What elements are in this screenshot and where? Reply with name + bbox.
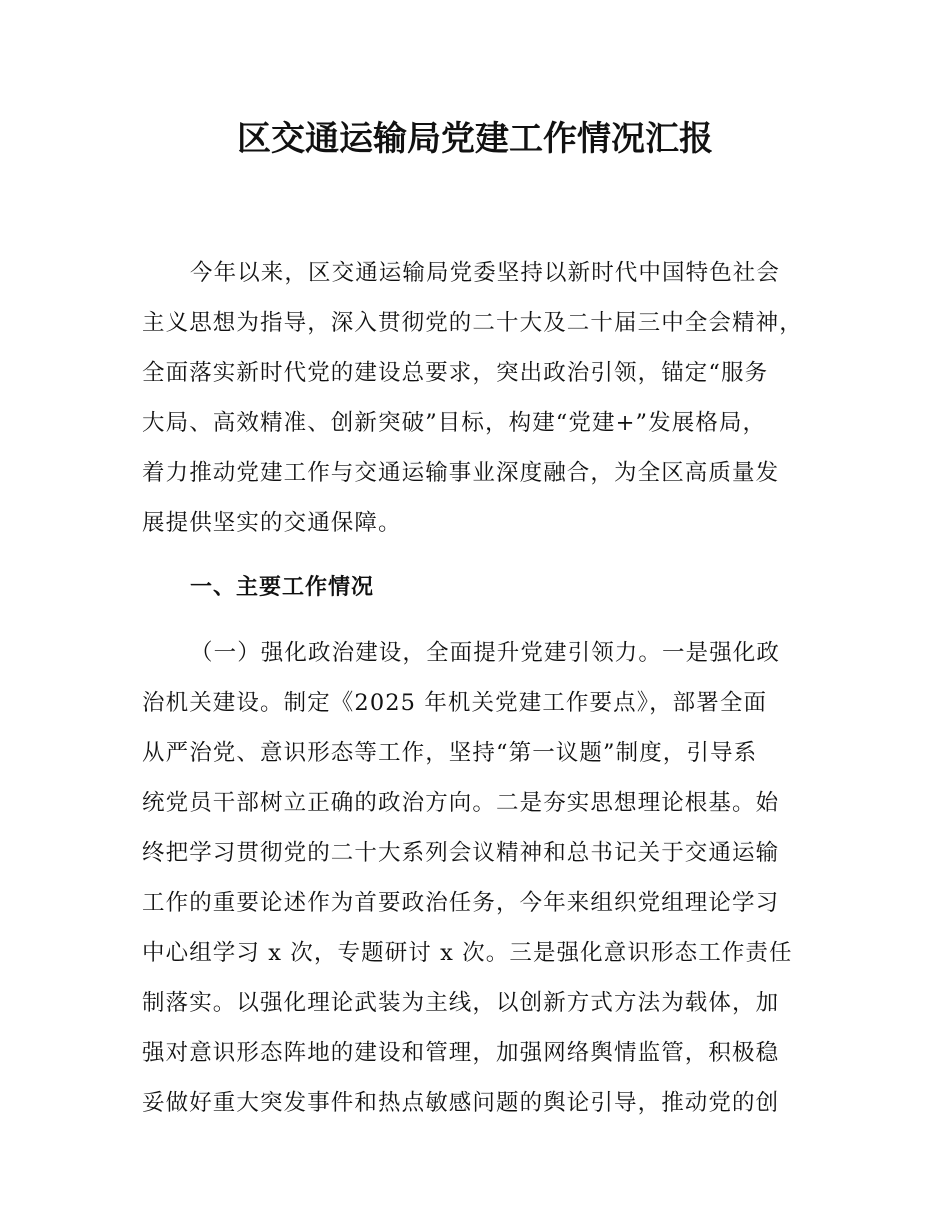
paragraph-line: 治机关建设。制定《2025 年机关党建工作要点》，部署全面 — [142, 690, 768, 716]
paragraph-line: 强对意识形态阵地的建设和管理，加强网络舆情监管，积极稳 — [142, 1040, 780, 1066]
paragraph-line: （一）强化政治建设，全面提升党建引领力。一是强化政 — [190, 640, 781, 666]
paragraph-line: 全面落实新时代党的建设总要求，突出政治引领，锚定“服务 — [142, 360, 769, 386]
paragraph-line: 终把学习贯彻党的二十大系列会议精神和总书记关于交通运输 — [142, 840, 780, 866]
paragraph-line: 中心组学习 x 次，专题研讨 x 次。三是强化意识形态工作责任 — [142, 940, 793, 966]
paragraph-line: 着力推动党建工作与交通运输事业深度融合，为全区高质量发 — [142, 460, 780, 486]
paragraph-line: 大局、高效精准、创新突破”目标，构建“党建+”发展格局， — [142, 410, 767, 436]
paragraph-line: 今年以来，区交通运输局党委坚持以新时代中国特色社会 — [190, 260, 781, 286]
paragraph-line: 展提供坚实的交通保障。 — [142, 510, 402, 536]
section-heading: 一、主要工作情况 — [190, 575, 375, 600]
paragraph-line: 主义思想为指导，深入贯彻党的二十大及二十届三中全会精神， — [142, 310, 803, 336]
paragraph-line: 制落实。以强化理论武装为主线，以创新方式方法为载体，加 — [142, 990, 780, 1016]
paragraph-line: 妥做好重大突发事件和热点敏感问题的舆论引导，推动党的创 — [142, 1090, 780, 1116]
document-title: 区交通运输局党建工作情况汇报 — [237, 119, 713, 159]
intro-paragraph — [142, 248, 822, 548]
paragraph-line: 工作的重要论述作为首要政治任务，今年来组织党组理论学习 — [142, 890, 780, 916]
paragraph-line: 统党员干部树立正确的政治方向。二是夯实思想理论根基。始 — [142, 790, 780, 816]
section-paragraph — [142, 628, 822, 1128]
paragraph-line: 从严治党、意识形态等工作，坚持“第一议题”制度，引导系 — [142, 740, 758, 766]
